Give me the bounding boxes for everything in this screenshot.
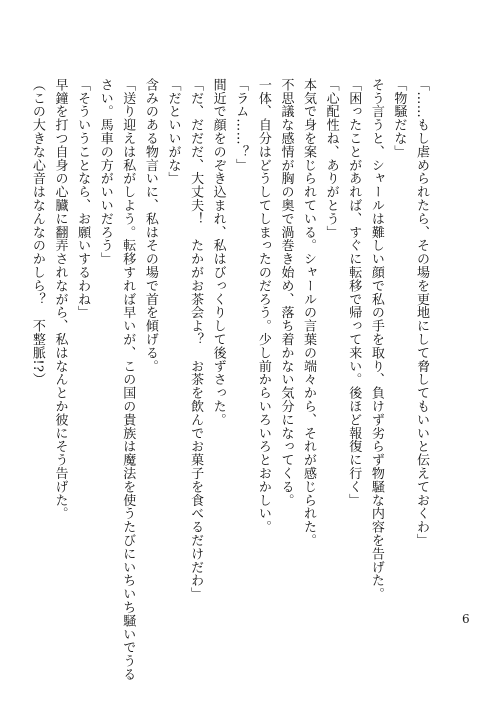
text-line: 早鐘を打つ自身の心臓に翻弄されながら、私はなんとか彼にそう告げた。 [52,78,68,521]
text-line: 「心配性ね、ありがとう」 [323,78,339,239]
text-line: 「だといいがな」 [165,78,181,186]
text-line: （この大きな心音はなんなのかしら？ 不整脈!?） [29,78,45,386]
text-line: 含みのある物言いに、私はその場で首を傾げる。 [142,78,158,373]
text-line: 「……もし虐められたら、その場を更地にして脅してもいいと伝えておくわ」 [414,78,429,547]
text-line: そう言うと、シャールは難しい顔で私の手を取り、負けず劣らず物騒な内容を告げた。 [368,78,384,601]
text-line: 本気で身を案じられている。シャールの言葉の端々から、それが感じられた。 [301,78,317,547]
text-line: 「送り迎えは私がしよう。転移すれば早いが、この国の貴族は魔法を使うたびにいちいち騒いでうる [120,78,136,681]
text-line: 「ラム……？」 [233,78,249,172]
text-line: 「物騒だな」 [391,78,407,159]
text-line: 不思議な感情が胸の奥で渦巻き始め、落ち着かない気分になってくる。 [278,78,294,507]
vertical-text-body [29,78,432,681]
text-line: さい。馬車の方がいいだろう」 [97,78,113,266]
page-number: 6 [462,612,470,626]
text-line: 「だ、だだだ、大丈夫！ たかがお茶会よ？ お茶を飲んでお菓子を食べるだけだわ」 [188,78,204,601]
text-line: 「困ったことがあれば、すぐに転移で帰って来い。後ほど報復に行く」 [346,78,362,507]
text-line: 一体、自分はどうしてしまったのだろう。少し前からいろいろとおかしい。 [255,78,271,534]
text-line: 「そういうことなら、お願いするわね」 [75,78,91,320]
text-line: 間近で顔をのぞき込まれ、私はびっくりして後ずさった。 [210,78,226,427]
